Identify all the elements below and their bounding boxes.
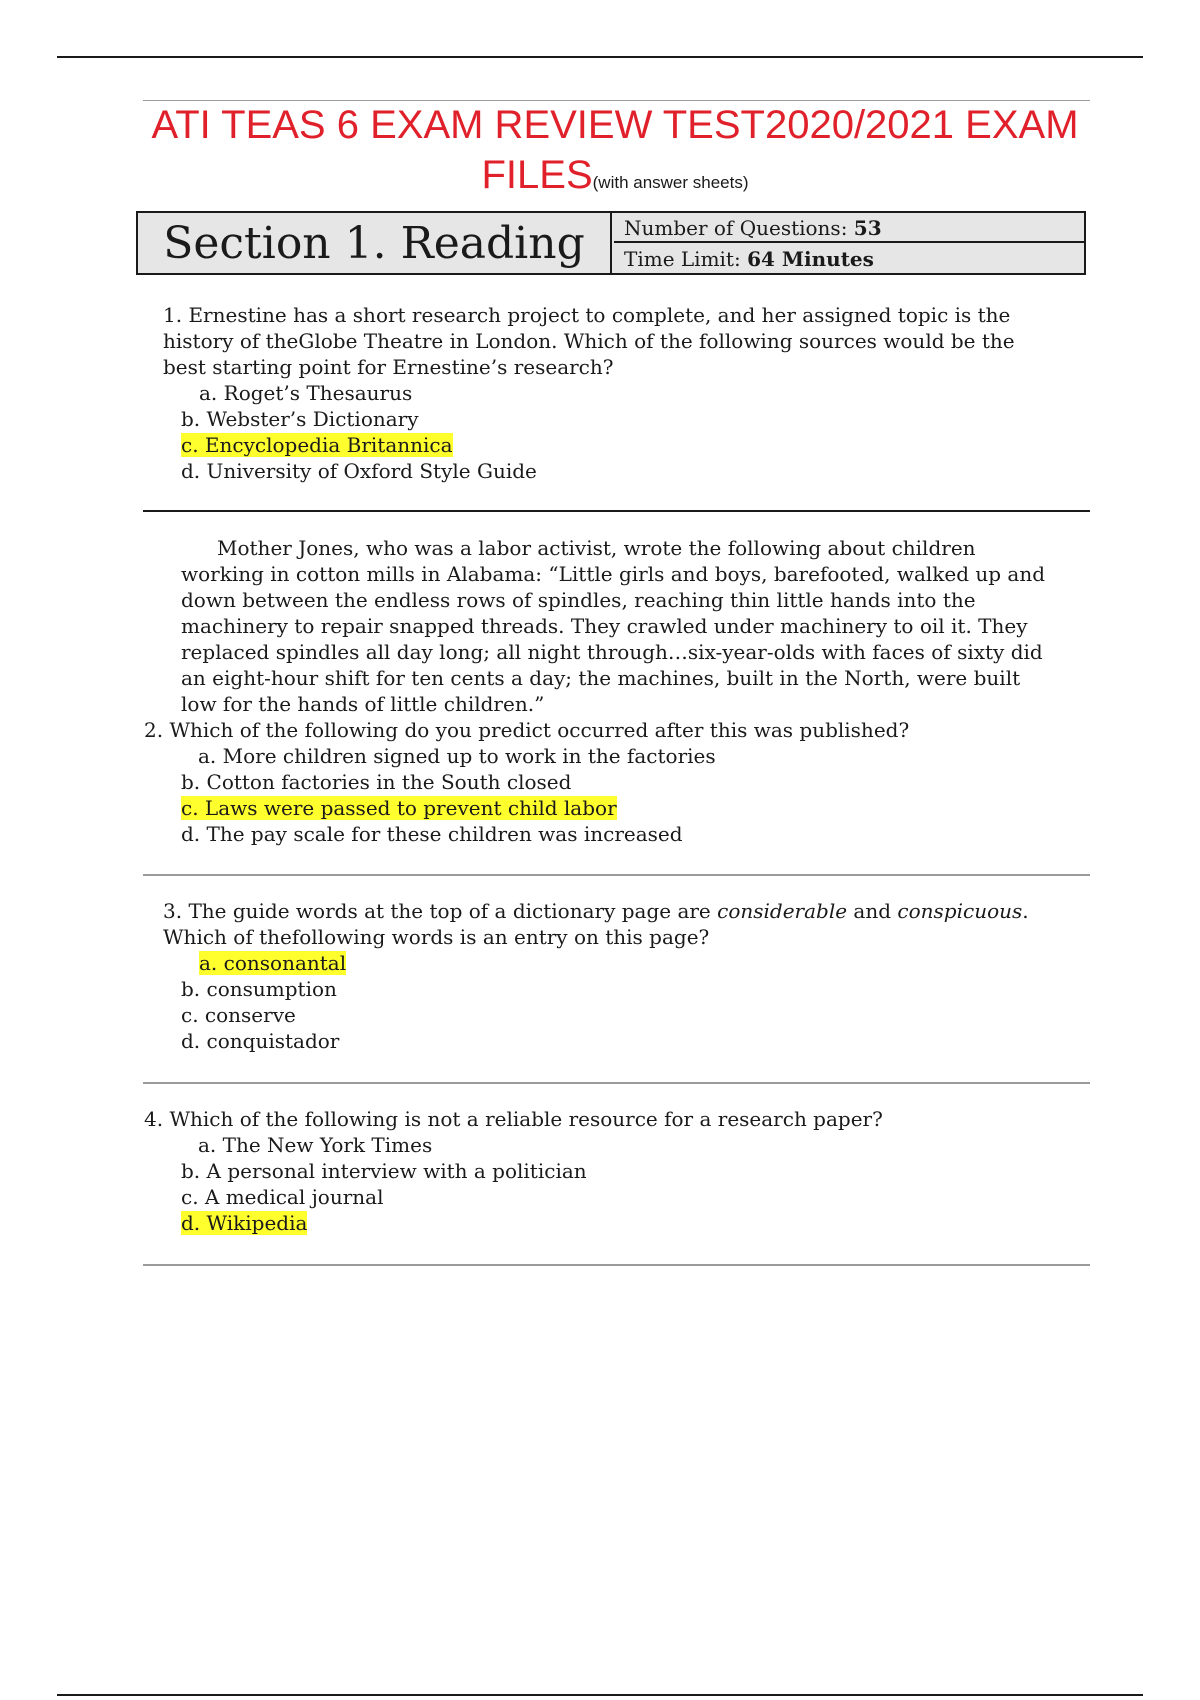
question-3 [163, 898, 1063, 1054]
divider [143, 510, 1090, 512]
option-d: d. conquistador [181, 1029, 340, 1053]
time-limit [614, 244, 1084, 274]
question-1 [163, 302, 1053, 484]
page-bottom-rule [57, 1694, 1143, 1696]
question-count-value: 53 [853, 216, 882, 240]
section-header [136, 211, 1086, 275]
option-c-correct: c. Laws were passed to prevent child labor [181, 796, 617, 820]
question-count-label: Number of Questions: [624, 216, 848, 240]
divider [143, 1082, 1090, 1084]
option-a: a. The New York Times [198, 1133, 433, 1157]
question-4 [144, 1106, 1044, 1236]
option-a-correct: a. consonantal [199, 951, 347, 975]
option-b: b. consumption [181, 977, 337, 1001]
option-d: d. University of Oxford Style Guide [181, 459, 537, 483]
question-stem: 1. Ernestine has a short research project to complete, and her assigned topic is the history of theGlobe Theatre in London. Which of the following sources would be the best starting point for Ernestine’s research? [163, 303, 1015, 379]
title-subtitle: (with answer sheets) [592, 173, 749, 192]
document-title [140, 100, 1090, 208]
page-top-rule [57, 56, 1143, 58]
question-count [614, 213, 1084, 243]
question-stem: 2. Which of the following do you predict occurred after this was published? [144, 718, 910, 742]
option-d: d. The pay scale for these children was increased [181, 822, 683, 846]
option-b: b. Cotton factories in the South closed [181, 770, 572, 794]
option-d-correct: d. Wikipedia [181, 1211, 308, 1235]
passage: Mother Jones, who was a labor activist, wrote the following about children working in cotton mills in Alabama: “Little girls and boys, barefooted, walked up and down between the endless rows of spindles, reaching thin little hands into the machinery to repair snapped threads. They crawled under machinery to oil it. They replaced spindles all day long; all night through…six-year-olds with faces of sixty did an eight-hour shift for ten cents a day; the machines, built in the North, were built low for the hands of little children.” [181, 536, 1046, 716]
option-c: c. A medical journal [181, 1185, 384, 1209]
time-limit-value: 64 Minutes [747, 247, 874, 271]
question-stem: 4. Which of the following is not a reliable resource for a research paper? [144, 1107, 883, 1131]
option-b: b. A personal interview with a politician [181, 1159, 587, 1183]
option-a: a. Roget’s Thesaurus [199, 381, 413, 405]
option-c-correct: c. Encyclopedia Britannica [181, 433, 453, 457]
option-b: b. Webster’s Dictionary [181, 407, 419, 431]
option-a: a. More children signed up to work in the factories [198, 744, 716, 768]
section-title: Section 1. Reading [138, 213, 612, 273]
question-stem: 3. The guide words at the top of a dictionary page are considerable and conspicuous. Which of thefollowing words is an entry on this page? [163, 899, 1029, 949]
question-2 [144, 717, 1044, 847]
divider [143, 1264, 1090, 1266]
title-main: ATI TEAS 6 EXAM REVIEW TEST2020/2021 EXAM FILES [151, 103, 1079, 197]
divider [143, 874, 1090, 876]
option-c: c. conserve [181, 1003, 296, 1027]
time-limit-label: Time Limit: [624, 247, 741, 271]
